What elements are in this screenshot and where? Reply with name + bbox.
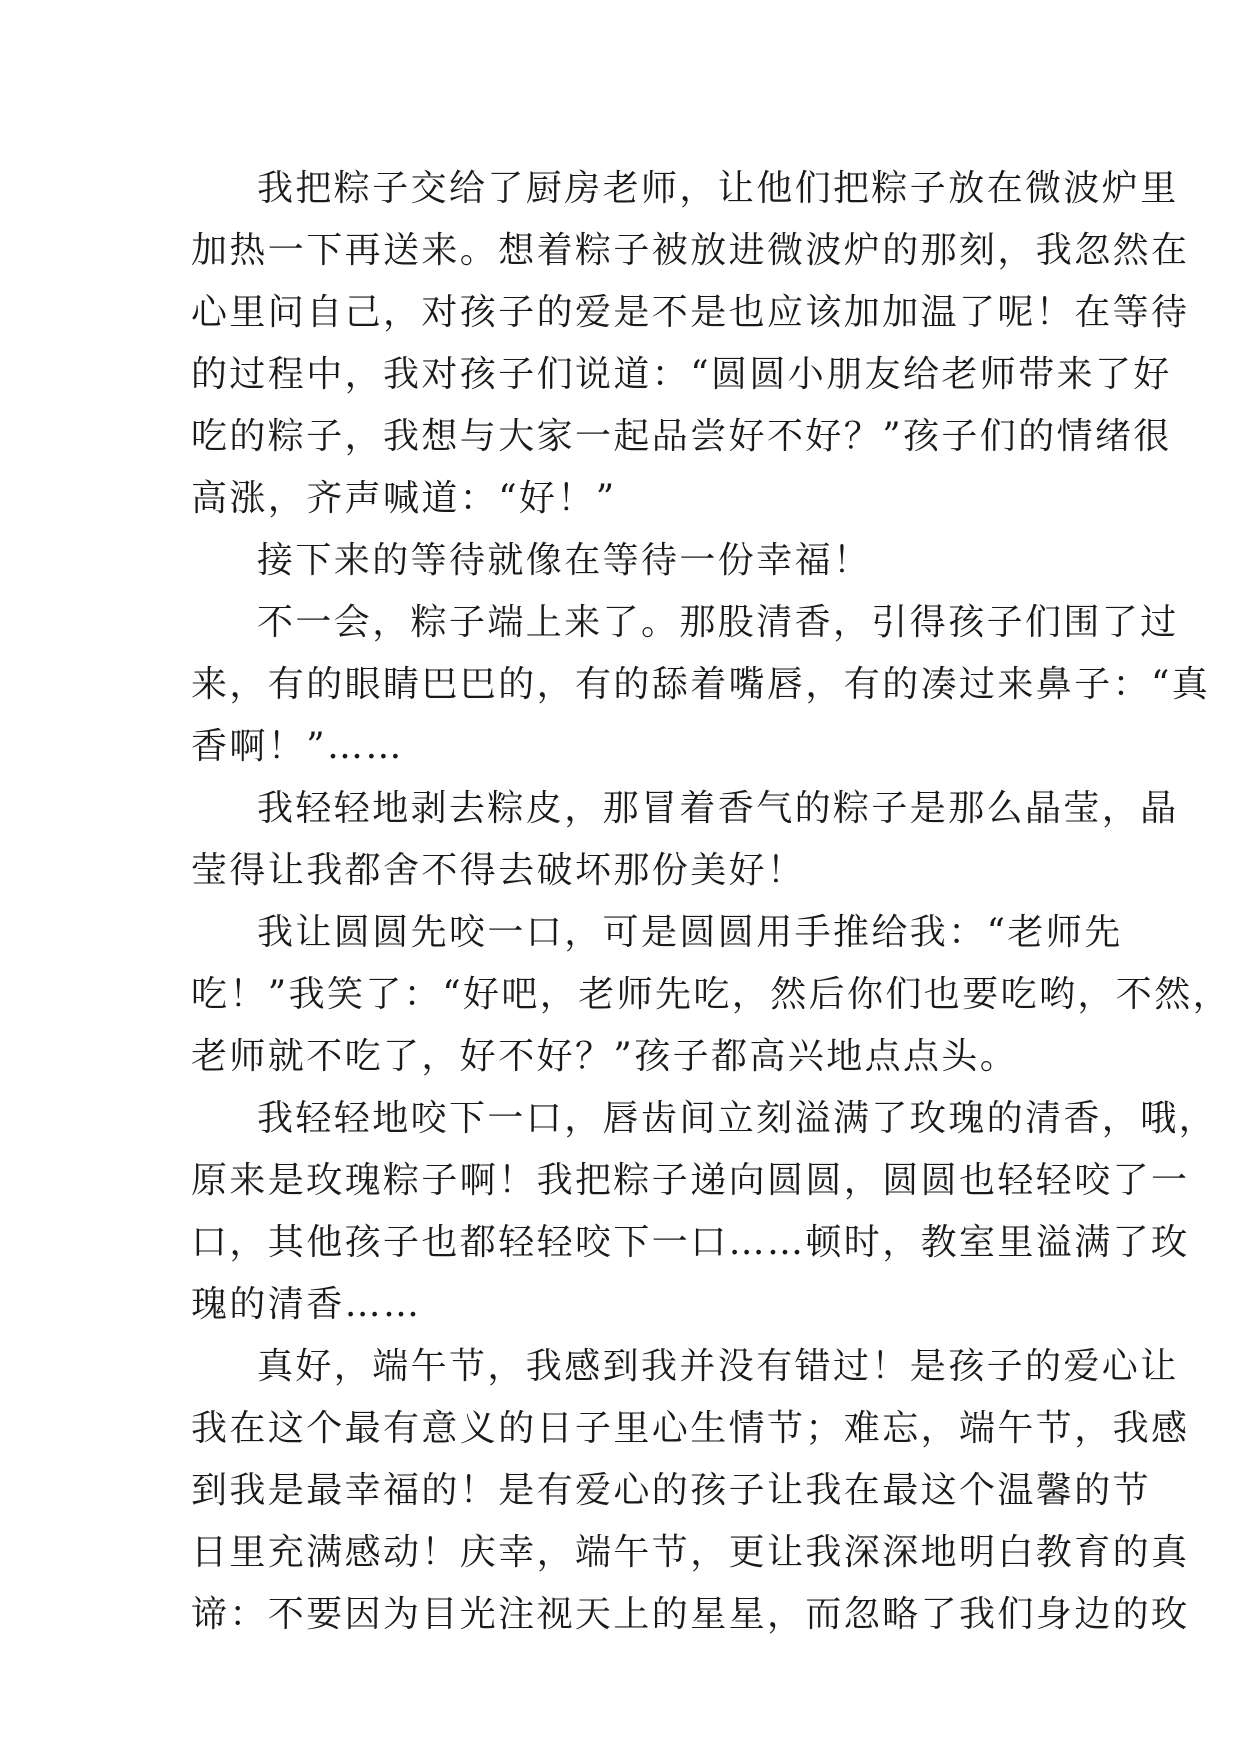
text-line: 来，有的眼睛巴巴的，有的舔着嘴唇，有的凑过来鼻子：“真 xyxy=(191,664,1211,705)
text-line: 莹得让我都舍不得去破坏那份美好！ xyxy=(191,850,806,891)
text-line: 高涨，齐声喊道：“好！” xyxy=(191,478,617,519)
text-line: 接下来的等待就像在等待一份幸福！ xyxy=(257,540,872,581)
text-line: 原来是玫瑰粽子啊！我把粽子递向圆圆，圆圆也轻轻咬了一 xyxy=(191,1160,1190,1201)
text-line: 香啊！”…… xyxy=(191,726,404,767)
article-body xyxy=(191,158,1232,1646)
text-line: 加热一下再送来。想着粽子被放进微波炉的那刻，我忽然在 xyxy=(191,230,1190,271)
text-line: 吃！”我笑了：“好吧，老师先吃，然后你们也要吃哟，不然， xyxy=(191,974,1232,1015)
text-line: 我把粽子交给了厨房老师，让他们把粽子放在微波炉里 xyxy=(257,168,1179,209)
text-line: 到我是最幸福的！是有爱心的孩子让我在最这个温馨的节 xyxy=(191,1470,1152,1511)
text-line: 真好，端午节，我感到我并没有错过！是孩子的爱心让 xyxy=(257,1346,1179,1387)
text-line: 我轻轻地咬下一口，唇齿间立刻溢满了玫瑰的清香，哦， xyxy=(257,1098,1218,1139)
text-line: 老师就不吃了，好不好？”孩子都高兴地点点头。 xyxy=(191,1036,1019,1077)
text-line: 我让圆圆先咬一口，可是圆圆用手推给我：“老师先 xyxy=(257,912,1123,953)
text-line: 瑰的清香…… xyxy=(191,1284,422,1325)
text-line: 日里充满感动！庆幸，端午节，更让我深深地明白教育的真 xyxy=(191,1532,1190,1573)
text-line: 我在这个最有意义的日子里心生情节；难忘，端午节，我感 xyxy=(191,1408,1190,1449)
text-line: 不一会，粽子端上来了。那股清香，引得孩子们围了过 xyxy=(257,602,1179,643)
text-line: 口，其他孩子也都轻轻咬下一口……顿时，教室里溢满了玫 xyxy=(191,1222,1190,1263)
text-line: 的过程中，我对孩子们说道：“圆圆小朋友给老师带来了好 xyxy=(191,354,1172,395)
text-line: 谛：不要因为目光注视天上的星星，而忽略了我们身边的玫 xyxy=(191,1594,1190,1635)
text-line: 心里问自己，对孩子的爱是不是也应该加加温了呢！在等待 xyxy=(191,292,1190,333)
text-line: 我轻轻地剥去粽皮，那冒着香气的粽子是那么晶莹，晶 xyxy=(257,788,1179,829)
text-line: 吃的粽子，我想与大家一起品尝好不好？”孩子们的情绪很 xyxy=(191,416,1172,457)
